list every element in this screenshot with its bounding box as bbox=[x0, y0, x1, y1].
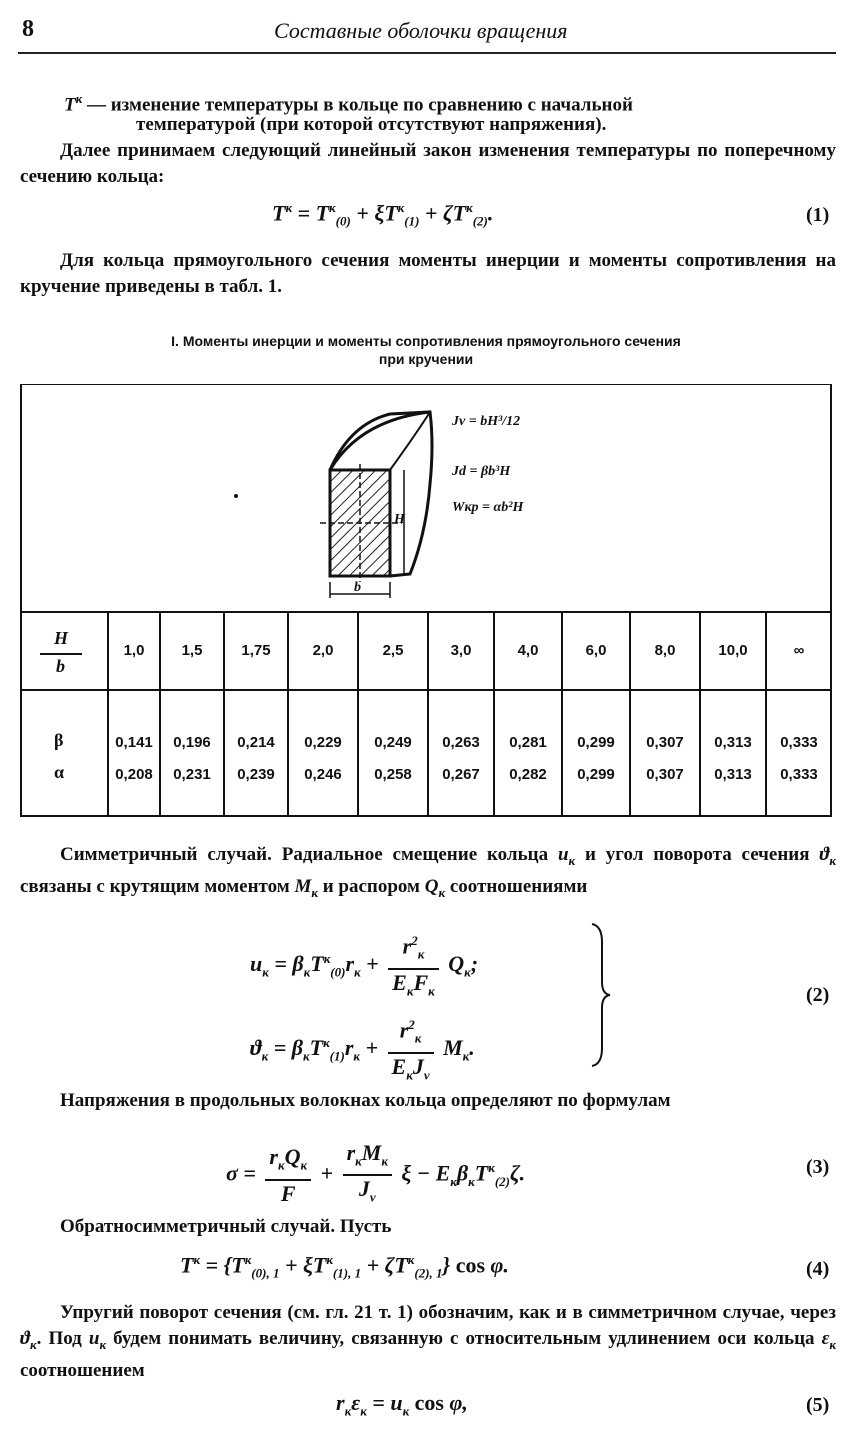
table-cell: 0,258 bbox=[374, 766, 412, 783]
table-cell: 0,229 bbox=[304, 734, 342, 751]
paragraph-stress: Напряжения в продольных волокнах кольца определяют по формулам bbox=[60, 1090, 671, 1111]
equation-2a: $u_к = \beta_кT^к_{(0)}r_к$ + $\frac{r^2_к}{E_кF_к}$ $Q_к$; bbox=[250, 928, 478, 1004]
column-header: 6,0 bbox=[585, 642, 607, 659]
table-cell: 0,307 bbox=[646, 734, 684, 751]
header-rule bbox=[18, 52, 836, 54]
column-header: 3,0 bbox=[450, 642, 472, 659]
ratio-denominator: b bbox=[56, 656, 65, 676]
tk-definition: $T^к$ — изменение температуры в кольце по сравнению с начальной bbox=[64, 91, 633, 116]
column-header: 1,5 bbox=[181, 642, 203, 659]
table-cell: 0,246 bbox=[304, 766, 342, 783]
table-cell: 0,267 bbox=[442, 766, 480, 783]
table-cell: 0,333 bbox=[780, 766, 818, 783]
equation-2-number: (2) bbox=[806, 984, 830, 1006]
table-cell: 0,333 bbox=[780, 734, 818, 751]
table-cell: 0,141 bbox=[115, 734, 153, 751]
equation-2b: $ϑ_к = \beta_кT^к_{(1)}r_к$ + $\frac{r^2_к}{E_кJ_\nu}$ $M_к$. bbox=[250, 1012, 475, 1088]
equation-1: $T^к = T^к_{(0)} + \xi T^к_{(1)} + \zeta T^к_{(2)}$. bbox=[272, 200, 494, 229]
table-cell: 0,307 bbox=[646, 766, 684, 783]
symmetric-case-heading: Симметричный случай. bbox=[60, 844, 272, 865]
table-cell: 0,299 bbox=[577, 766, 615, 783]
row-label-alpha: α bbox=[54, 762, 65, 782]
table-cell: 0,282 bbox=[509, 766, 547, 783]
table-1 bbox=[20, 384, 832, 818]
equation-1-number: (1) bbox=[806, 204, 830, 226]
table-cell: 0,231 bbox=[173, 766, 211, 783]
equation-4-number: (4) bbox=[806, 1258, 830, 1280]
figure-label-width: b bbox=[354, 580, 361, 595]
column-header: ∞ bbox=[793, 642, 805, 659]
equation-5: $r_к\varepsilon_к = u_к$ cos φ, bbox=[336, 1390, 468, 1419]
rectangular-section-figure bbox=[234, 412, 432, 598]
paragraph-antisymmetric-case: Обратносимметричный случай. Пусть bbox=[60, 1216, 392, 1237]
paragraph-linear-law: Далее принимаем следующий линейный закон изменения температуры по поперечному сечению кольца: bbox=[20, 140, 836, 187]
paragraph-symmetric-case: Симметричный случай. Радиальное смещение кольца $u_к$ и угол поворота сечения $ϑ_к$ связаны с крутящим моментом $M_к$ и распором $Q_к$ соотношениями bbox=[20, 844, 836, 900]
formula-j-d: Jd = βb³H bbox=[452, 464, 511, 479]
column-header: 10,0 bbox=[718, 642, 748, 659]
equation-3-number: (3) bbox=[806, 1156, 830, 1178]
formula-w-kr: Wкр = αb²H bbox=[452, 500, 524, 515]
column-header: 8,0 bbox=[654, 642, 676, 659]
running-header bbox=[18, 12, 836, 46]
table-cell: 0,239 bbox=[237, 766, 275, 783]
table-caption: I. Моменты инерции и моменты сопротивления прямоугольного сечения при кручении bbox=[171, 333, 681, 367]
ratio-numerator: H bbox=[54, 628, 69, 648]
paragraph-elastic-rotation: Упругий поворот сечения (см. гл. 21 т. 1) обозначим, как и в симметричном случае, через $ϑ_к$. Под $u_к$ будем понимать величину, связанную с относительным удлинением оси кольца $\varepsilon_к$ соотношением bbox=[20, 1302, 837, 1381]
table-cell: 0,313 bbox=[714, 766, 752, 783]
column-header: 1,75 bbox=[241, 642, 271, 659]
column-header: 2,0 bbox=[312, 642, 334, 659]
table-cell: 0,214 bbox=[237, 734, 275, 751]
table-cell: 0,299 bbox=[577, 734, 615, 751]
tk-definition-continued: температурой (при которой отсутствуют напряжения). bbox=[136, 114, 607, 135]
column-header: 1,0 bbox=[123, 642, 145, 659]
equation-2-brace bbox=[588, 922, 612, 1068]
figure-label-height: H bbox=[394, 512, 405, 527]
table-1-grid bbox=[20, 384, 832, 818]
table-cell: 0,263 bbox=[442, 734, 480, 751]
table-cell: 0,208 bbox=[115, 766, 153, 783]
running-title: Составные оболочки вращения bbox=[274, 18, 568, 43]
equation-5-number: (5) bbox=[806, 1394, 830, 1416]
antisymmetric-case-heading: Обратносимметричный случай. bbox=[60, 1216, 336, 1237]
row-label-beta: β bbox=[54, 730, 64, 750]
equation-4: $T^к = \{T^к_{(0), 1} + \xi T^к_{(1), 1} + \zeta T^к_{(2), 1}\}$ cos φ. bbox=[180, 1252, 509, 1281]
table-cell: 0,249 bbox=[374, 734, 412, 751]
table-cell: 0,313 bbox=[714, 734, 752, 751]
page-number: 8 bbox=[22, 16, 34, 42]
equation-3: σ = $\frac{r_кQ_к}{F}$ + $\frac{r_кM_к}{J_\nu}$ $\xi - E_к\beta_кT^к_{(2)}\zeta$. bbox=[226, 1140, 526, 1206]
column-header: 4,0 bbox=[517, 642, 539, 659]
table-cell: 0,281 bbox=[509, 734, 547, 751]
paragraph-table-ref: Для кольца прямоугольного сечения моменты инерции и моменты сопротивления на кручение приведены в табл. 1. bbox=[20, 250, 836, 297]
formula-j-nu: Jν = bH³/12 bbox=[452, 414, 521, 429]
table-cell: 0,196 bbox=[173, 734, 211, 751]
column-header: 2,5 bbox=[382, 642, 404, 659]
